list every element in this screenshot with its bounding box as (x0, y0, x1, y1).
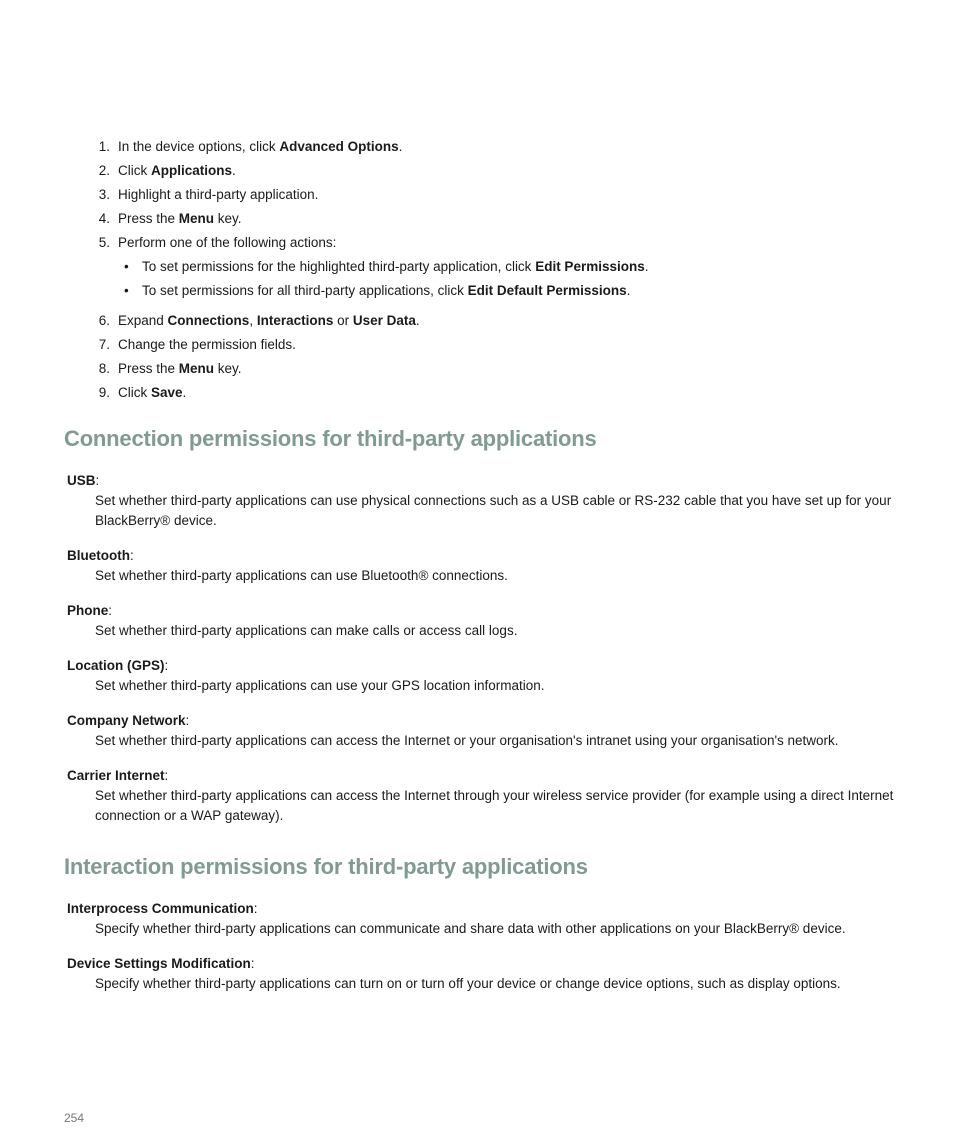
option-edit-permissions: • To set permissions for the highlighted third-party application, click Edit Permissions. (104, 255, 902, 279)
term-label: USB (67, 473, 96, 488)
procedure-steps (82, 135, 902, 405)
term-colon: : (185, 713, 190, 728)
ui-term-save: Save (151, 385, 183, 400)
definition-usb (67, 471, 897, 531)
step-text: Press the Menu key. (118, 361, 242, 376)
option-edit-default-permissions: • To set permissions for all third-party applications, click Edit Default Permissions. (104, 279, 902, 303)
step-text: Highlight a third-party application. (118, 187, 319, 202)
step-9 (82, 381, 902, 405)
term-description: Set whether third-party applications can access the Internet or your organisation's intranet using your organisation's network. (95, 733, 839, 748)
term-label: Location (GPS) (67, 658, 165, 673)
step-number: 2. (98, 163, 110, 178)
term-label: Carrier Internet (67, 768, 165, 783)
step-number: 5. (98, 235, 110, 250)
term-colon: : (250, 956, 255, 971)
term-description: Specify whether third-party applications can turn on or turn off your device or change device options, such as display options. (95, 976, 841, 991)
term-colon: : (253, 901, 258, 916)
term-label: Device Settings Modification (67, 956, 251, 971)
step-number: 7. (98, 337, 110, 352)
definition-location-gps (67, 656, 897, 696)
interaction-permissions-list (67, 899, 897, 1009)
step-text: Click Save. (118, 385, 187, 400)
step-number: 4. (98, 211, 110, 226)
ui-term-edit-permissions: Edit Permissions (535, 259, 645, 274)
ui-term-advanced-options: Advanced Options (279, 139, 399, 154)
term-label: Company Network (67, 713, 186, 728)
step-5-options (82, 255, 902, 309)
connection-permissions-list (67, 471, 897, 841)
step-5 (82, 231, 902, 255)
ui-term-edit-default-permissions: Edit Default Permissions (467, 283, 627, 298)
term-label: Phone (67, 603, 109, 618)
term-colon: : (108, 603, 113, 618)
term-colon: : (164, 658, 169, 673)
definition-interprocess-communication (67, 899, 897, 939)
step-text: Press the Menu key. (118, 211, 242, 226)
term-label: Interprocess Communication (67, 901, 254, 916)
term-colon: : (95, 473, 100, 488)
step-text: Expand Connections, Interactions or User Data. (118, 313, 420, 328)
step-number: 8. (98, 361, 110, 376)
step-1 (82, 135, 902, 159)
ui-term-menu: Menu (178, 361, 215, 376)
bullet-icon: • (124, 259, 129, 274)
term-description: Set whether third-party applications can use physical connections such as a USB cable or RS-232 cable that you have set up for your BlackBerry® device. (95, 493, 892, 528)
term-description: Set whether third-party applications can use Bluetooth® connections. (95, 568, 508, 583)
ui-term-connections: Connections (167, 313, 250, 328)
definition-bluetooth (67, 546, 897, 586)
connection-permissions-heading: Connection permissions for third-party applications (64, 426, 597, 451)
bullet-icon: • (124, 283, 129, 298)
step-6 (82, 309, 902, 333)
ui-term-user-data: User Data (352, 313, 416, 328)
step-3 (82, 183, 902, 207)
definition-device-settings-modification (67, 954, 897, 994)
term-description: Specify whether third-party applications can communicate and share data with other applications on your BlackBerry® device. (95, 921, 846, 936)
step-number: 6. (98, 313, 110, 328)
term-colon: : (130, 548, 134, 563)
step-2 (82, 159, 902, 183)
term-description: Set whether third-party applications can use your GPS location information. (95, 678, 545, 693)
term-label: Bluetooth (67, 548, 130, 563)
step-number: 9. (98, 385, 110, 400)
action-options (82, 255, 902, 309)
step-4 (82, 207, 902, 231)
definition-phone (67, 601, 897, 641)
step-7 (82, 333, 902, 357)
ui-term-applications: Applications (151, 163, 233, 178)
term-description: Set whether third-party applications can make calls or access call logs. (95, 623, 518, 638)
term-colon: : (164, 768, 169, 783)
step-text: In the device options, click Advanced Options. (118, 139, 403, 154)
step-text: Click Applications. (118, 163, 236, 178)
definition-carrier-internet (67, 766, 897, 826)
step-number: 3. (98, 187, 110, 202)
ui-term-interactions: Interactions (256, 313, 334, 328)
term-description: Set whether third-party applications can access the Internet through your wireless service provider (for example using a direct Internet connection or a WAP gateway). (95, 788, 894, 823)
page-number: 254 (64, 1111, 85, 1125)
step-text: Perform one of the following actions: (118, 235, 337, 250)
step-text: Change the permission fields. (118, 337, 296, 352)
ui-term-menu: Menu (178, 211, 215, 226)
interaction-permissions-heading: Interaction permissions for third-party applications (64, 854, 588, 879)
step-8 (82, 357, 902, 381)
step-number: 1. (98, 139, 110, 154)
definition-company-network (67, 711, 897, 751)
